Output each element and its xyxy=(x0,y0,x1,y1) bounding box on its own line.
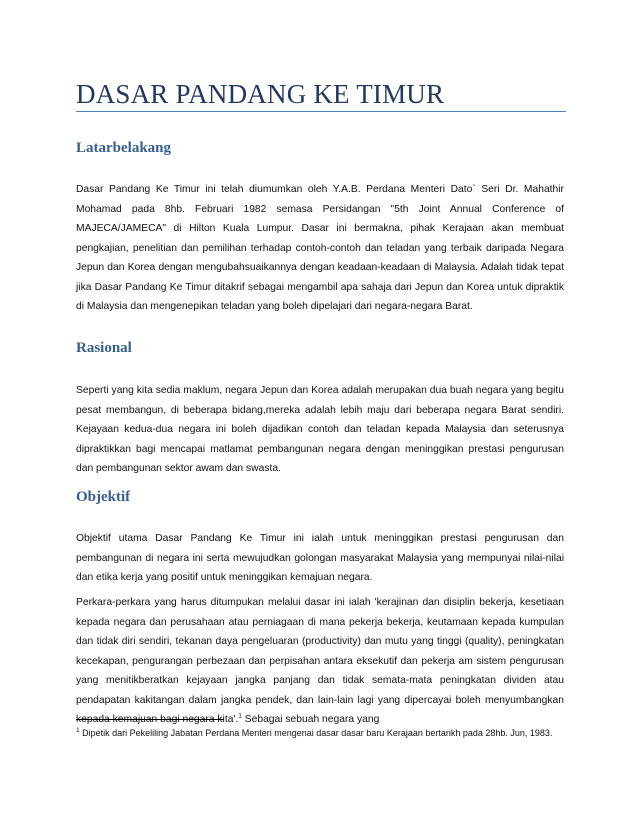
footnote-reference[interactable]: 1 xyxy=(238,712,242,720)
section-heading-latarbelakang: Latarbelakang xyxy=(76,140,172,156)
footnote-text: Dipetik dari Pekeliling Jabatan Perdana Menteri mengenai dasar dasar baru Kerajaan bertarikh pada 28hb. Jun, 1983. xyxy=(82,728,553,738)
section-heading-objektif: Objektif xyxy=(76,489,131,505)
footnote xyxy=(76,727,564,740)
paragraph-objektif-2-text: Perkara-perkara yang harus ditumpukan melalui dasar ini ialah 'kerajinan dan disiplin bekerja, kesetiaan kepada negara dan perusahaan atau perniagaan di mana pekerja bekerja, keutamaan kepada kumpulan dan tidak diri sendiri, tekanan daya pengeluaran (productivity) dan mutu yang tinggi (quality), peningkatan kecekapan, pengurangan perbezaan dan perpisahan antara eksekutif dan pekerja am sistem pengurusan yang menitikberatkan kejayaan jangka panjang dan tidak semata-mata peningkatan dividen atau pendapatan kakitangan dalam jangka pendek, dan lain-lain lagi yang dipercayai boleh menyumbangkan kepada kemajuan bagi negara kita'. xyxy=(76,597,564,725)
paragraph-objektif-2 xyxy=(76,593,564,730)
footnote-separator xyxy=(76,719,224,720)
footnote-marker: 1 xyxy=(76,727,80,734)
section-heading-rasional: Rasional xyxy=(76,340,132,356)
document-title: DASAR PANDANG KE TIMUR xyxy=(76,79,445,109)
title-underline xyxy=(76,111,566,112)
paragraph-objektif-1: Objektif utama Dasar Pandang Ke Timur ini ialah untuk meninggikan prestasi pengurusan dan pembangunan di negara ini serta mewujudkan golongan masyarakat Malaysia yang mempunyai nilai-nilai dan etika kerja yang positif untuk meninggikan kemajuan negara. xyxy=(76,533,564,583)
paragraph-objektif-2-continuation: Sebagai sebuah negara yang xyxy=(241,714,380,725)
paragraph-latarbelakang: Dasar Pandang Ke Timur ini telah diumumkan oleh Y.A.B. Perdana Menteri Dato` Seri Dr. Mahathir Mohamad pada 8hb. Februari 1982 semasa Persidangan "5th Joint Annual Conference of MAJECA/JAMECA" di Hilton Kuala Lumpur. Dasar ini bermakna, pihak Kerajaan akan membuat pengkajian, penelitian dan pemilihan terhadap contoh-contoh dan teladan yang terbaik daripada Negara Jepun dan Korea dengan mengubahsuaikannya dengan keadaan-keadaan di Malaysia. Adalah tidak tepat jika Dasar Pandang Ke Timur ditakrif sebagai mengambil apa sahaja dari Jepun dan Korea untuk dipraktik di Malaysia dan mengenepikan teladan yang boleh dipelajari dari negara-negara Barat. xyxy=(76,184,564,312)
paragraph-rasional: Seperti yang kita sedia maklum, negara Jepun dan Korea adalah merupakan dua buah negara yang begitu pesat membangun, di beberapa bidang,mereka adalah lebih maju dari beberapa negara Barat sendiri. Kejayaan kedua-dua negara ini boleh dijadikan contoh dan teladan kepada Malaysia dan seterusnya dipraktikkan bagi mencapai matlamat pembangunan negara dengan meninggikan prestasi pengurusan dan pembangunan sektor awam dan swasta. xyxy=(76,385,564,474)
